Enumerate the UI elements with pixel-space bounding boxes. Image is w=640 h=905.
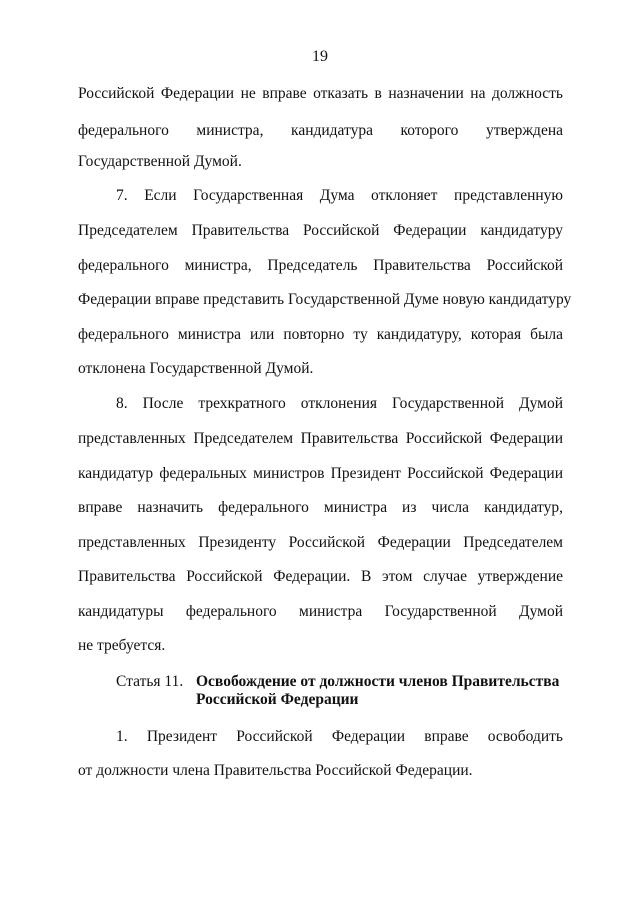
paragraph-line: Российской Федерации не вправе отказать в назначении на должность (78, 85, 563, 102)
paragraph-line: кандидатуры федерального министра Государственной Думой (78, 603, 563, 620)
paragraph-line: Председателем Правительства Российской Федерации кандидатуру (78, 222, 563, 239)
paragraph-line: федерального министра, кандидатура которого утверждена (78, 122, 563, 139)
page-number: 19 (312, 48, 328, 65)
paragraph-line: вправе назначить федерального министра из числа кандидатур, (78, 499, 563, 516)
paragraph-line: федерального министра или повторно ту кандидатуру, которая была (78, 326, 563, 343)
paragraph-line: отклонена Государственной Думой. (78, 360, 314, 377)
paragraph-line: Правительства Российской Федерации. В этом случае утверждение (78, 568, 563, 585)
paragraph-line: Федерации вправе представить Государственной Думе новую кандидатуру (78, 291, 572, 308)
paragraph-line: от должности члена Правительства Российской Федерации. (78, 762, 473, 779)
paragraph-line: представленных Президенту Российской Федерации Председателем (78, 534, 563, 551)
paragraph-line: 1. Президент Российской Федерации вправе освободить (116, 728, 563, 745)
paragraph-line: кандидатур федеральных министров Президент Российской Федерации (78, 465, 563, 482)
paragraph-line: не требуется. (78, 637, 166, 654)
paragraph-line: 8. После трехкратного отклонения Государственной Думой (116, 395, 563, 412)
paragraph-line: федерального министра, Председатель Правительства Российской (78, 257, 563, 274)
article-title: Освобождение от должности членов Правительства Российской Федерации (196, 673, 560, 708)
paragraph-line: Государственной Думой. (78, 153, 242, 170)
article-label: Статья 11. (116, 673, 184, 690)
paragraph-line: 7. Если Государственная Дума отклоняет представленную (116, 187, 563, 204)
paragraph-line: представленных Председателем Правительства Российской Федерации (78, 430, 563, 447)
